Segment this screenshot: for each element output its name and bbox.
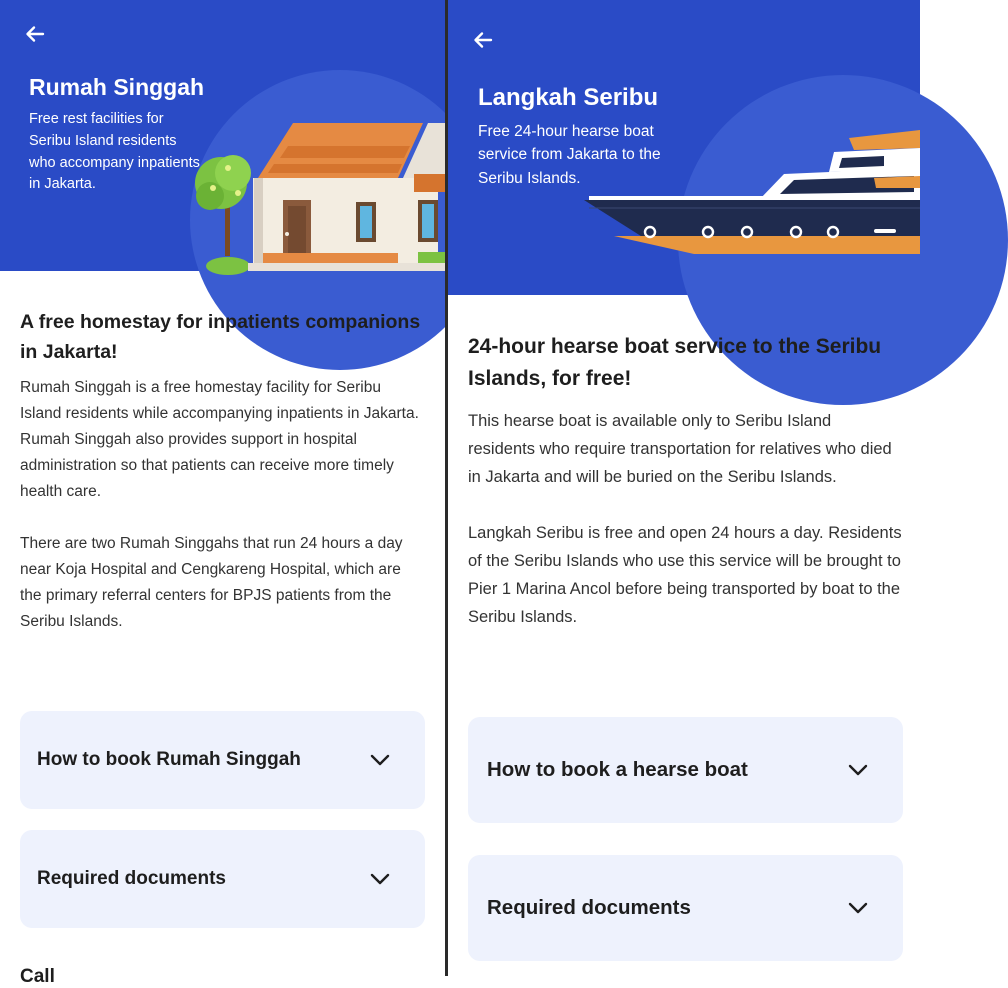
- description-paragraph: Rumah Singgah is a free homestay facility for Seribu Island residents while accompanying inpatients in Jakarta. Rumah Singgah also provides support in hospital administration so that patients can receive more timely health care.: [20, 379, 419, 500]
- hero-title: Rumah Singgah: [29, 74, 205, 100]
- chevron-down-icon: [370, 754, 390, 766]
- langkah-seribu-screen: [448, 0, 920, 976]
- arrow-left-icon: [24, 23, 46, 45]
- back-button[interactable]: [18, 19, 52, 49]
- accordion-required-documents[interactable]: [20, 830, 425, 928]
- next-section-heading: Call: [20, 966, 55, 987]
- description-paragraph: Langkah Seribu is free and open 24 hours a day. Residents of the Seribu Islands who use this service will be brought to Pier 1 Marina Ancol before being transported by boat to the Seribu Islands.: [468, 524, 902, 626]
- hero-banner: [448, 0, 920, 295]
- chevron-down-icon: [370, 873, 390, 885]
- accordion-label: Required documents: [487, 896, 691, 919]
- back-button[interactable]: [466, 25, 500, 55]
- section-heading: 24-hour hearse boat service to the Seribu Islands, for free!: [468, 335, 882, 390]
- main-content: [468, 331, 902, 631]
- boat-illustration: [584, 128, 920, 268]
- description-paragraph: There are two Rumah Singgahs that run 24 hours a day near Koja Hospital and Cengkareng Hospital, which are the primary referral centers for BPJS patients from the Seribu Islands.: [20, 535, 403, 630]
- hero-banner: [0, 0, 445, 271]
- accordion-how-to-book[interactable]: [20, 711, 425, 809]
- accordion-label: How to book Rumah Singgah: [37, 749, 301, 770]
- hero-title: Langkah Seribu: [478, 84, 659, 111]
- hero-subtitle: Free rest facilities for Seribu Island residents who accompany inpatients in Jakarta.: [29, 111, 200, 193]
- rumah-singgah-screen: [0, 0, 445, 987]
- accordion-label: How to book a hearse boat: [487, 758, 748, 781]
- section-heading: A free homestay for inpatients companions in Jakarta!: [20, 311, 421, 363]
- chevron-down-icon: [848, 764, 868, 776]
- arrow-left-icon: [472, 29, 494, 51]
- accordion-required-documents[interactable]: [468, 855, 903, 961]
- accordion-how-to-book[interactable]: [468, 717, 903, 823]
- chevron-down-icon: [848, 902, 868, 914]
- accordion-label: Required documents: [37, 868, 226, 889]
- description-paragraph: This hearse boat is available only to Seribu Island residents who require transportation for relatives who died in Jakarta and will be buried on the Seribu Islands.: [468, 412, 892, 486]
- main-content: [20, 307, 425, 635]
- house-illustration: [188, 118, 445, 271]
- hero-subtitle: Free 24-hour hearse boat service from Jakarta to the Seribu Islands.: [478, 123, 661, 187]
